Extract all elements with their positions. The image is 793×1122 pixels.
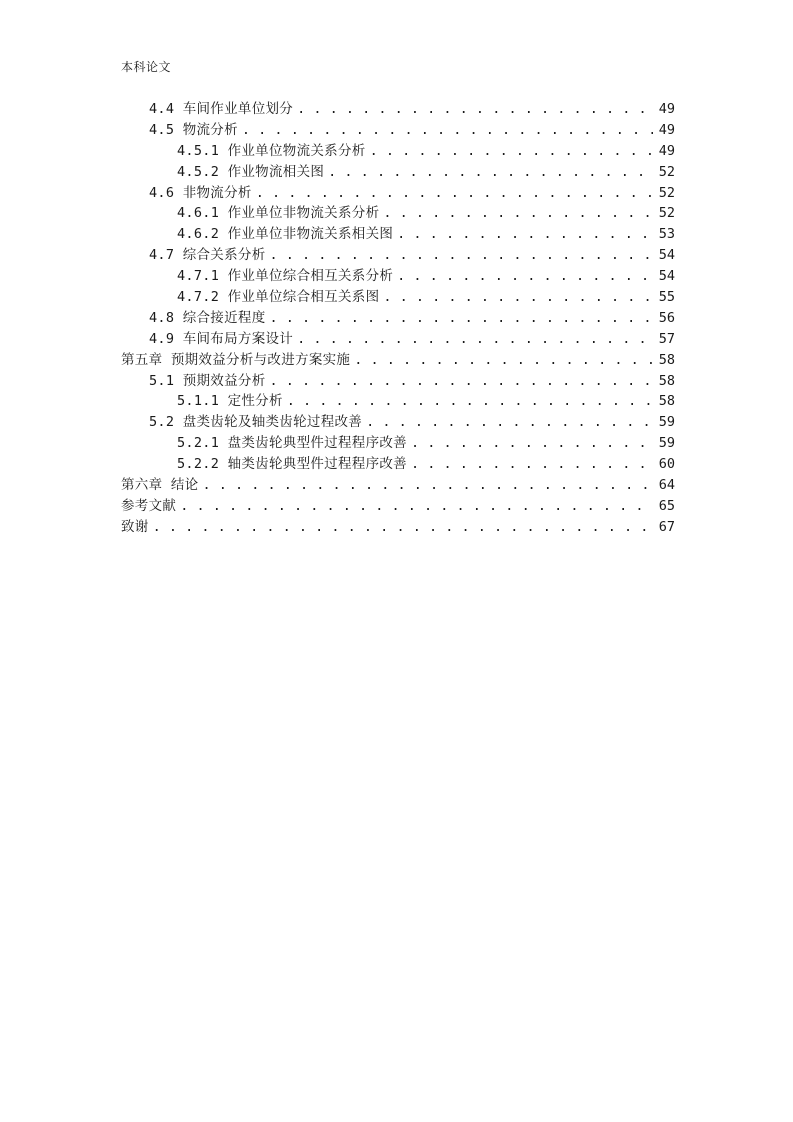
toc-entry-title: 第五章 预期效益分析与改进方案实施 xyxy=(121,351,351,368)
toc-dot-leader xyxy=(297,331,653,347)
toc-entry[interactable] xyxy=(121,285,675,306)
toc-entry-page-number: 54 xyxy=(658,268,675,285)
toc-dot-leader xyxy=(411,456,653,472)
toc-entry[interactable] xyxy=(121,452,675,473)
toc-entry[interactable] xyxy=(121,118,675,139)
toc-entry[interactable] xyxy=(121,181,675,202)
toc-entry[interactable] xyxy=(121,410,675,431)
page-header: 本科论文 xyxy=(121,60,172,74)
toc-dot-leader xyxy=(297,101,653,117)
toc-entry-page-number: 67 xyxy=(658,518,675,535)
toc-dot-leader xyxy=(397,268,653,284)
toc-entry-title: 5.1.1 定性分析 xyxy=(177,393,283,410)
toc-entry-page-number: 59 xyxy=(658,435,675,452)
toc-entry[interactable] xyxy=(121,264,675,285)
toc-dot-leader xyxy=(354,352,653,368)
toc-entry[interactable] xyxy=(121,97,675,118)
toc-entry-title: 4.5.1 作业单位物流关系分析 xyxy=(177,142,366,159)
toc-entry[interactable] xyxy=(121,306,675,327)
toc-dot-leader xyxy=(270,310,653,326)
toc-entry[interactable] xyxy=(121,327,675,348)
toc-entry-title: 4.7.2 作业单位综合相互关系图 xyxy=(177,289,380,306)
toc-entry-page-number: 49 xyxy=(658,101,675,117)
toc-entry[interactable] xyxy=(121,515,675,536)
toc-entry-title: 4.4 车间作业单位划分 xyxy=(149,101,294,117)
toc-entry[interactable] xyxy=(121,160,675,181)
toc-entry-title: 4.6.1 作业单位非物流关系分析 xyxy=(177,205,380,222)
toc-entry[interactable] xyxy=(121,222,675,243)
toc-entry-page-number: 56 xyxy=(658,309,675,326)
toc-entry-page-number: 49 xyxy=(658,121,675,138)
toc-entry[interactable] xyxy=(121,389,675,410)
toc-entry-page-number: 58 xyxy=(658,351,675,368)
toc-entry-title: 4.6 非物流分析 xyxy=(149,184,252,201)
toc-dot-leader xyxy=(180,498,653,514)
toc-entry[interactable] xyxy=(121,431,675,452)
toc-entry[interactable] xyxy=(121,494,675,515)
toc-dot-leader xyxy=(411,435,653,451)
toc-entry-page-number: 52 xyxy=(658,163,675,180)
toc-dot-leader xyxy=(153,519,653,535)
toc-entry-title: 参考文献 xyxy=(121,497,177,514)
toc-dot-leader xyxy=(366,414,653,430)
toc-entry[interactable] xyxy=(121,348,675,369)
toc-entry[interactable] xyxy=(121,201,675,222)
toc-entry-title: 第六章 结论 xyxy=(121,477,199,494)
toc-entry-page-number: 54 xyxy=(658,247,675,264)
toc-entry-title: 4.9 车间布局方案设计 xyxy=(149,330,294,347)
toc-entry-page-number: 65 xyxy=(658,497,675,514)
toc-entry-page-number: 60 xyxy=(658,456,675,473)
toc-dot-leader xyxy=(328,164,653,180)
toc-entry[interactable] xyxy=(121,243,675,264)
toc-entry-page-number: 55 xyxy=(658,289,675,306)
toc-entry-title: 5.2.1 盘类齿轮典型件过程程序改善 xyxy=(177,435,407,452)
toc-entry-title: 5.1 预期效益分析 xyxy=(149,372,266,389)
toc-entry-page-number: 58 xyxy=(658,372,675,389)
toc-dot-leader xyxy=(242,122,653,138)
toc-entry[interactable] xyxy=(121,369,675,390)
toc-dot-leader xyxy=(202,477,653,493)
toc-dot-leader xyxy=(370,143,653,159)
toc-dot-leader xyxy=(270,247,653,263)
toc-entry-title: 4.5.2 作业物流相关图 xyxy=(177,163,325,180)
toc-entry-page-number: 59 xyxy=(658,414,675,431)
toc-entry-page-number: 52 xyxy=(658,205,675,222)
table-of-contents xyxy=(121,97,675,536)
toc-entry-page-number: 64 xyxy=(658,477,675,494)
toc-dot-leader xyxy=(270,373,653,389)
toc-entry-title: 5.2.2 轴类齿轮典型件过程程序改善 xyxy=(177,456,407,473)
toc-entry-title: 4.7.1 作业单位综合相互关系分析 xyxy=(177,268,394,285)
toc-entry-page-number: 52 xyxy=(658,184,675,201)
toc-dot-leader xyxy=(256,185,653,201)
toc-dot-leader xyxy=(397,226,653,242)
toc-dot-leader xyxy=(383,205,653,221)
toc-entry-page-number: 53 xyxy=(658,226,675,243)
toc-entry-title: 4.7 综合关系分析 xyxy=(149,247,266,264)
toc-entry-page-number: 58 xyxy=(658,393,675,410)
toc-entry-title: 致谢 xyxy=(121,518,149,535)
toc-entry-page-number: 49 xyxy=(658,142,675,159)
toc-entry-title: 4.6.2 作业单位非物流关系相关图 xyxy=(177,226,394,243)
toc-dot-leader xyxy=(287,393,653,409)
toc-entry-title: 5.2 盘类齿轮及轴类齿轮过程改善 xyxy=(149,414,363,431)
toc-dot-leader xyxy=(383,289,653,305)
toc-entry-page-number: 57 xyxy=(658,330,675,347)
toc-entry[interactable] xyxy=(121,139,675,160)
toc-entry-title: 4.5 物流分析 xyxy=(149,121,238,138)
toc-entry-title: 4.8 综合接近程度 xyxy=(149,309,266,326)
toc-entry[interactable] xyxy=(121,473,675,494)
